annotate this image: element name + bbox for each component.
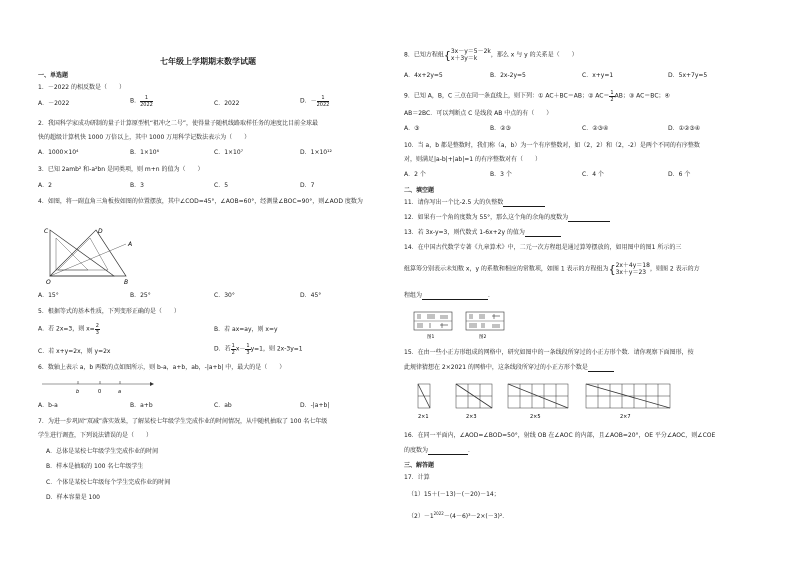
q10-option-c: C．4 个 [582,171,604,178]
q1-option-d: D．－ $\frac{1}{2022}$ [300,95,330,108]
q8-option-a: A．4x+2y=5 [404,72,443,79]
q11-stem: 11．请你写出一个比-2.5 大的负整数 [404,199,545,207]
q7-option-c: C．个体是某校七年级每个学生完成作业的时间 [46,479,171,486]
q15-label-2x7: 2×7 [620,414,631,420]
q1-option-a: A．－2022 [38,100,70,107]
q9-option-c: C．②③④ [582,125,609,132]
q15-stem-line2: 此规律猜想在 2×2021 的网格中，这条线段所穿过的小正方形个数是 [404,364,614,372]
q6-label-b: b [76,389,80,395]
q4-label-a: A [128,241,133,248]
q3-option-b: B．3 [130,182,144,189]
q4-option-a: A．15° [38,292,59,299]
q6-option-d: D．-|a+b| [300,402,330,409]
q15-label-2x1: 2×1 [418,414,429,420]
q7-option-d: D．样本容量是 100 [46,494,100,501]
q12-stem: 12．如果有一个角的度数为 55°，那么这个角的余角的度数为 [404,214,610,222]
q10-option-b: B．3 个 [490,171,512,178]
q4-triangle-figure [38,224,148,288]
q15-label-2x3: 2×3 [466,414,477,420]
q9-option-a: A．③ [404,125,420,132]
q3-stem: 3．已知 2amb² 和-a²bn 是同类项，则 m+n 的值为（ ） [38,166,204,173]
q1-stem: 1．－2022 的相反数是（ ） [38,84,125,91]
q9-stem-line1: 9．已知 A，B，C 三点在同一条直线上，则下列：① AC＋BC＝AB；② AC＝ $\frac{1}{2}$ AB；③ AC＝BC；④ [404,90,670,103]
q3-option-d: D．7 [300,182,315,189]
q8-option-c: C．x+y=1 [582,72,614,79]
q6-stem: 6．数轴上表示 a，b 两数的点如图所示，则 b-a，a+b，ab，-|a+b| 中，最大的是（ ） [38,364,286,371]
q14-stem-line1: 14．在中国古代数学专著《九章算术》中，二元一次方程组是通过算筹摆放的，如用图中的图⁠1 所示的三 [404,244,682,251]
q16-stem-line1: 16．在同一平面内，∠AOD=∠BOD=50°，射线 OB 在∠AOC 的内部，且∠AOB=20°，OE 平分∠AOC，则∠COE [404,432,716,439]
q2-option-c: C．1×10⁷ [214,149,244,156]
q17-part1: （1）15＋(－13)－(－20)－14； [408,491,500,498]
q4-option-b: B．25° [130,292,151,299]
q7-option-b: B．样本是抽取的 100 名七年级学生 [46,463,144,470]
section-fill-blank: 二、填空题 [404,187,435,194]
q2-option-a: A．1000×10⁴ [38,149,79,156]
q17-part2: $(2)-1^{2022}-(4-6)^3-2\times(-3)^2$． [408,511,509,520]
q8-stem: 8．已知方程组{ 3x－y＝5－2k x＋3y＝k ，那么 x 与 y 的关系是（ ） [404,48,578,62]
q7-stem-line2: 学生进行调查，下列说法错误的是（ ） [38,432,153,439]
q17-stem: 17．计算 [404,474,430,481]
q4-label-d: D [98,228,103,235]
page-title: 七年级上学期期末数学试题 [160,57,256,66]
q10-stem-line1: 10．当 a，b 都是整数时，我们称（a，b）为一个有序整数对，如（2，2）和（2，-2）是两个不同的有序整数 [404,142,700,149]
q2-stem-line1: 2．我国科学家成功研制的量子计算原型机“祖冲之二号”，使得量子随机线路取样任务的速度比目前全球最 [38,120,319,127]
q1-option-c: C．2022 [214,100,240,107]
q10-option-a: A．2 个 [404,171,426,178]
q6-number-line [38,376,158,396]
q4-option-c: C．30° [214,292,235,299]
q5-option-b: B．若 ax=ay，则 x=y [214,326,278,333]
q7-stem-line1: 7．为进一步巩固“双减”落实效果，了解某校七年级学生完成作业的时间情况，从中随机抽取了 100 名七年级 [38,418,328,425]
q14-stem-line2: 组算筹分别表示未知数 x，y 的系数和相应的常数项，如图 1 表示的方程组为{ 2x＋4y＝18 3x＋y＝23 ，则图 2 表示的方 [404,262,700,276]
q9-option-b: B．②③ [490,125,511,132]
q6-label-a: a [118,389,122,395]
q13-stem: 13．若 3x-y=3，则代数式 1-6x+2y 的值为 [404,229,561,237]
q5-option-a: A．若 2x=3，则 x= $\frac{2}{3}$ [38,323,99,336]
q7-option-a: A．总体是某校七年级学生完成作业的时间 [46,448,159,455]
q9-option-d: D．①②③④ [668,125,701,132]
q6-option-c: C．ab [214,402,232,409]
q3-option-c: C．5 [214,182,229,189]
q15-stem-line1: 15．在由一些小正方形组成的网格中，研究如图中的一条线段所穿过的小正方形个数．请你观察下面图形，按 [404,349,694,356]
q4-option-d: D．45° [300,292,322,299]
q10-stem-line2: 对，则满足|a-b|+|ab|=1 的有序整数对有（ ） [404,156,542,163]
q4-stem: 4．如图，将一副直角三角板按如图的位置摆放，其中∠COD=45°，∠AOB=60°，经测量∠BOC=90°，则∠AOD 度数为 [38,198,363,205]
q5-option-d: D．若 $\frac{1}{2}$ x－ $\frac{1}{3}$ y=1，则 2x-3y=1 [214,343,303,356]
q6-option-b: B．a+b [130,402,153,409]
q16-stem-line2: 的度数为 ． [404,447,475,454]
q14-fig1-label: 图1 [427,335,435,340]
q15-label-2x5: 2×5 [530,414,541,420]
q4-label-b: B [124,279,129,286]
q2-option-b: B．1×10⁶ [130,149,160,156]
q14-fig2-label: 图2 [479,335,487,340]
q5-option-c: C．若 x+y=2x，则 y=2x [38,348,111,355]
q15-grid-figures [416,382,706,422]
q6-label-0: 0 [98,389,102,395]
q2-stem-line2: 快的超级计算机快 1000 万倍以上，其中 1000 万用科学记数法表示为（ ） [38,134,251,141]
q14-counting-rods-figure [412,310,512,340]
section-answer: 三、解答题 [404,462,435,469]
q5-stem: 5．根据等式的基本性质，下列变形正确的是（ ） [38,308,180,315]
q3-option-a: A．2 [38,182,52,189]
q14-stem-line3: 程组为 ． [404,292,495,299]
q4-label-c: C [44,228,49,235]
section-single-choice: 一、单选题 [38,72,69,79]
q8-option-b: B．2x-2y=5 [490,72,526,79]
q10-option-d: D．6 个 [668,171,691,178]
q4-label-o: O [46,279,51,286]
q1-option-b: B． $\frac{1}{2022}$ [130,95,153,108]
q8-option-d: D．5x+7y=5 [668,72,708,79]
q6-option-a: A．b-a [38,402,58,409]
q9-stem-line2: AB＝2BC．可以判断点 C 是线段 AB 中点的有（ ） [404,110,553,117]
q2-option-d: D．1×10¹² [300,149,332,156]
